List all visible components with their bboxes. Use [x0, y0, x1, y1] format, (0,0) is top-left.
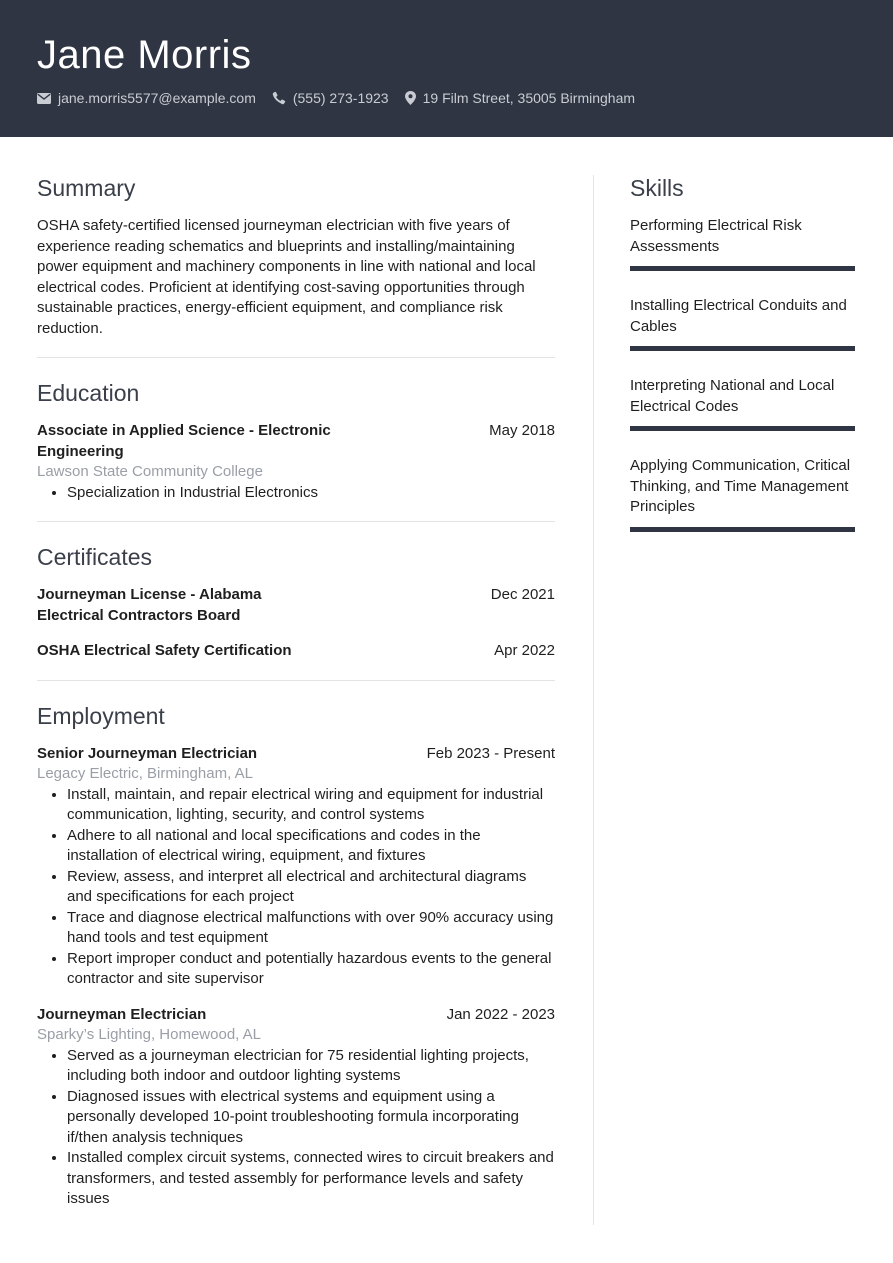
section-divider	[37, 521, 555, 522]
skill-level-bar	[630, 266, 855, 271]
school-name: Lawson State Community College	[37, 463, 263, 480]
job-role: Senior Journeyman Electrician	[37, 744, 258, 762]
skill-label: Interpreting National and Local Electrical Codes	[630, 377, 835, 415]
job-company: Legacy Electric, Birmingham, AL	[37, 765, 253, 782]
skill-level-bar	[630, 426, 855, 431]
section-divider	[37, 357, 555, 358]
skills-heading: Skills	[630, 175, 684, 201]
phone-icon	[272, 91, 286, 105]
map-pin-icon	[405, 91, 416, 105]
employment-heading: Employment	[37, 702, 165, 729]
skill-level-bar	[630, 527, 855, 532]
degree-title: Associate in Applied Science - Electronic Engineering	[37, 422, 331, 460]
resume-header	[0, 0, 893, 137]
skill-label: Performing Electrical Risk Assessments	[630, 217, 802, 255]
skill-item	[630, 456, 855, 532]
envelope-icon	[37, 93, 51, 104]
summary-heading: Summary	[37, 175, 136, 201]
job-company: Sparky’s Lighting, Homewood, AL	[37, 1026, 262, 1043]
certificate-date: Dec 2021	[490, 586, 555, 603]
certificate-item	[37, 585, 555, 626]
skill-item	[630, 296, 855, 351]
education-item	[37, 421, 555, 503]
job-item	[37, 1005, 555, 1210]
job-bullets	[37, 1046, 555, 1210]
email-text: jane.morris5577@example.com	[58, 90, 256, 106]
education-section	[37, 377, 555, 503]
list-item: • Diagnosed issues with electrical systems and equipment using a personally developed 10-point troubleshooting formula incorporating if/then analysis techniques	[67, 1087, 555, 1149]
certificate-name: OSHA Electrical Safety Certification	[37, 642, 292, 659]
job-bullets	[37, 785, 555, 990]
certificate-item	[37, 641, 555, 662]
skill-label: Applying Communication, Critical Thinking, and Time Management Principles	[630, 457, 851, 515]
contact-info	[37, 88, 651, 108]
job-item	[37, 744, 555, 990]
list-item: • Report improper conduct and potentially hazardous events to the general contractor and site supervisor	[67, 949, 555, 990]
certificates-section	[37, 541, 555, 662]
sidebar-column	[630, 172, 855, 532]
education-date: May 2018	[489, 422, 555, 439]
phone-text: (555) 273-1923	[292, 90, 389, 106]
certificate-name: Journeyman License - Alabama Electrical Contractors Board	[37, 586, 262, 624]
skill-item	[630, 216, 855, 271]
skill-item	[630, 376, 855, 431]
contact-address	[405, 90, 635, 106]
certificate-date: Apr 2022	[494, 642, 555, 659]
education-heading: Education	[37, 380, 140, 406]
skill-label: Installing Electrical Conduits and Cables	[630, 297, 847, 335]
list-item: • Review, assess, and interpret all electrical and architectural diagrams and specifications for each project	[67, 867, 555, 908]
summary-section	[37, 172, 555, 339]
summary-text: OSHA safety-certified licensed journeyman electrician with five years of experience reading schematics and blueprints and installing/maintaining power equipment and machinery components in line with national and local electrical codes. Proficient at identifying cost-saving opportunities through sustainable practices, energy-efficient equipment, and compliance risk reduction.	[37, 217, 536, 337]
skill-level-bar	[630, 346, 855, 351]
column-divider	[593, 175, 594, 1225]
certificates-heading: Certificates	[37, 544, 153, 570]
list-item: • Install, maintain, and repair electrical wiring and equipment for industrial communication, lighting, security, and control systems	[67, 785, 555, 826]
job-date: Jan 2022 - 2023	[446, 1005, 555, 1023]
job-role: Journeyman Electrician	[37, 1005, 207, 1023]
employment-section	[37, 700, 555, 1210]
contact-phone	[272, 90, 389, 106]
list-item: • Adhere to all national and local specifications and codes in the installation of electrical wiring, equipment, and fixtures	[67, 826, 555, 867]
address-text: 19 Film Street, 35005 Birmingham	[422, 90, 636, 106]
list-item: • Trace and diagnose electrical malfunctions with over 90% accuracy using hand tools and test equipment	[67, 908, 555, 949]
list-item: • Served as a journeyman electrician for 75 residential lighting projects, including both indoor and outdoor lighting systems	[67, 1046, 555, 1087]
list-item: • Specialization in Industrial Electronics	[67, 483, 555, 504]
education-bullets	[37, 483, 555, 504]
candidate-name: Jane Morris	[37, 33, 252, 77]
list-item: • Installed complex circuit systems, connected wires to circuit breakers and transformers, and tested assembly for performance levels and safety issues	[67, 1148, 555, 1210]
job-date: Feb 2023 - Present	[426, 744, 555, 762]
section-divider	[37, 680, 555, 681]
contact-email	[37, 90, 256, 106]
main-column	[37, 172, 555, 1210]
